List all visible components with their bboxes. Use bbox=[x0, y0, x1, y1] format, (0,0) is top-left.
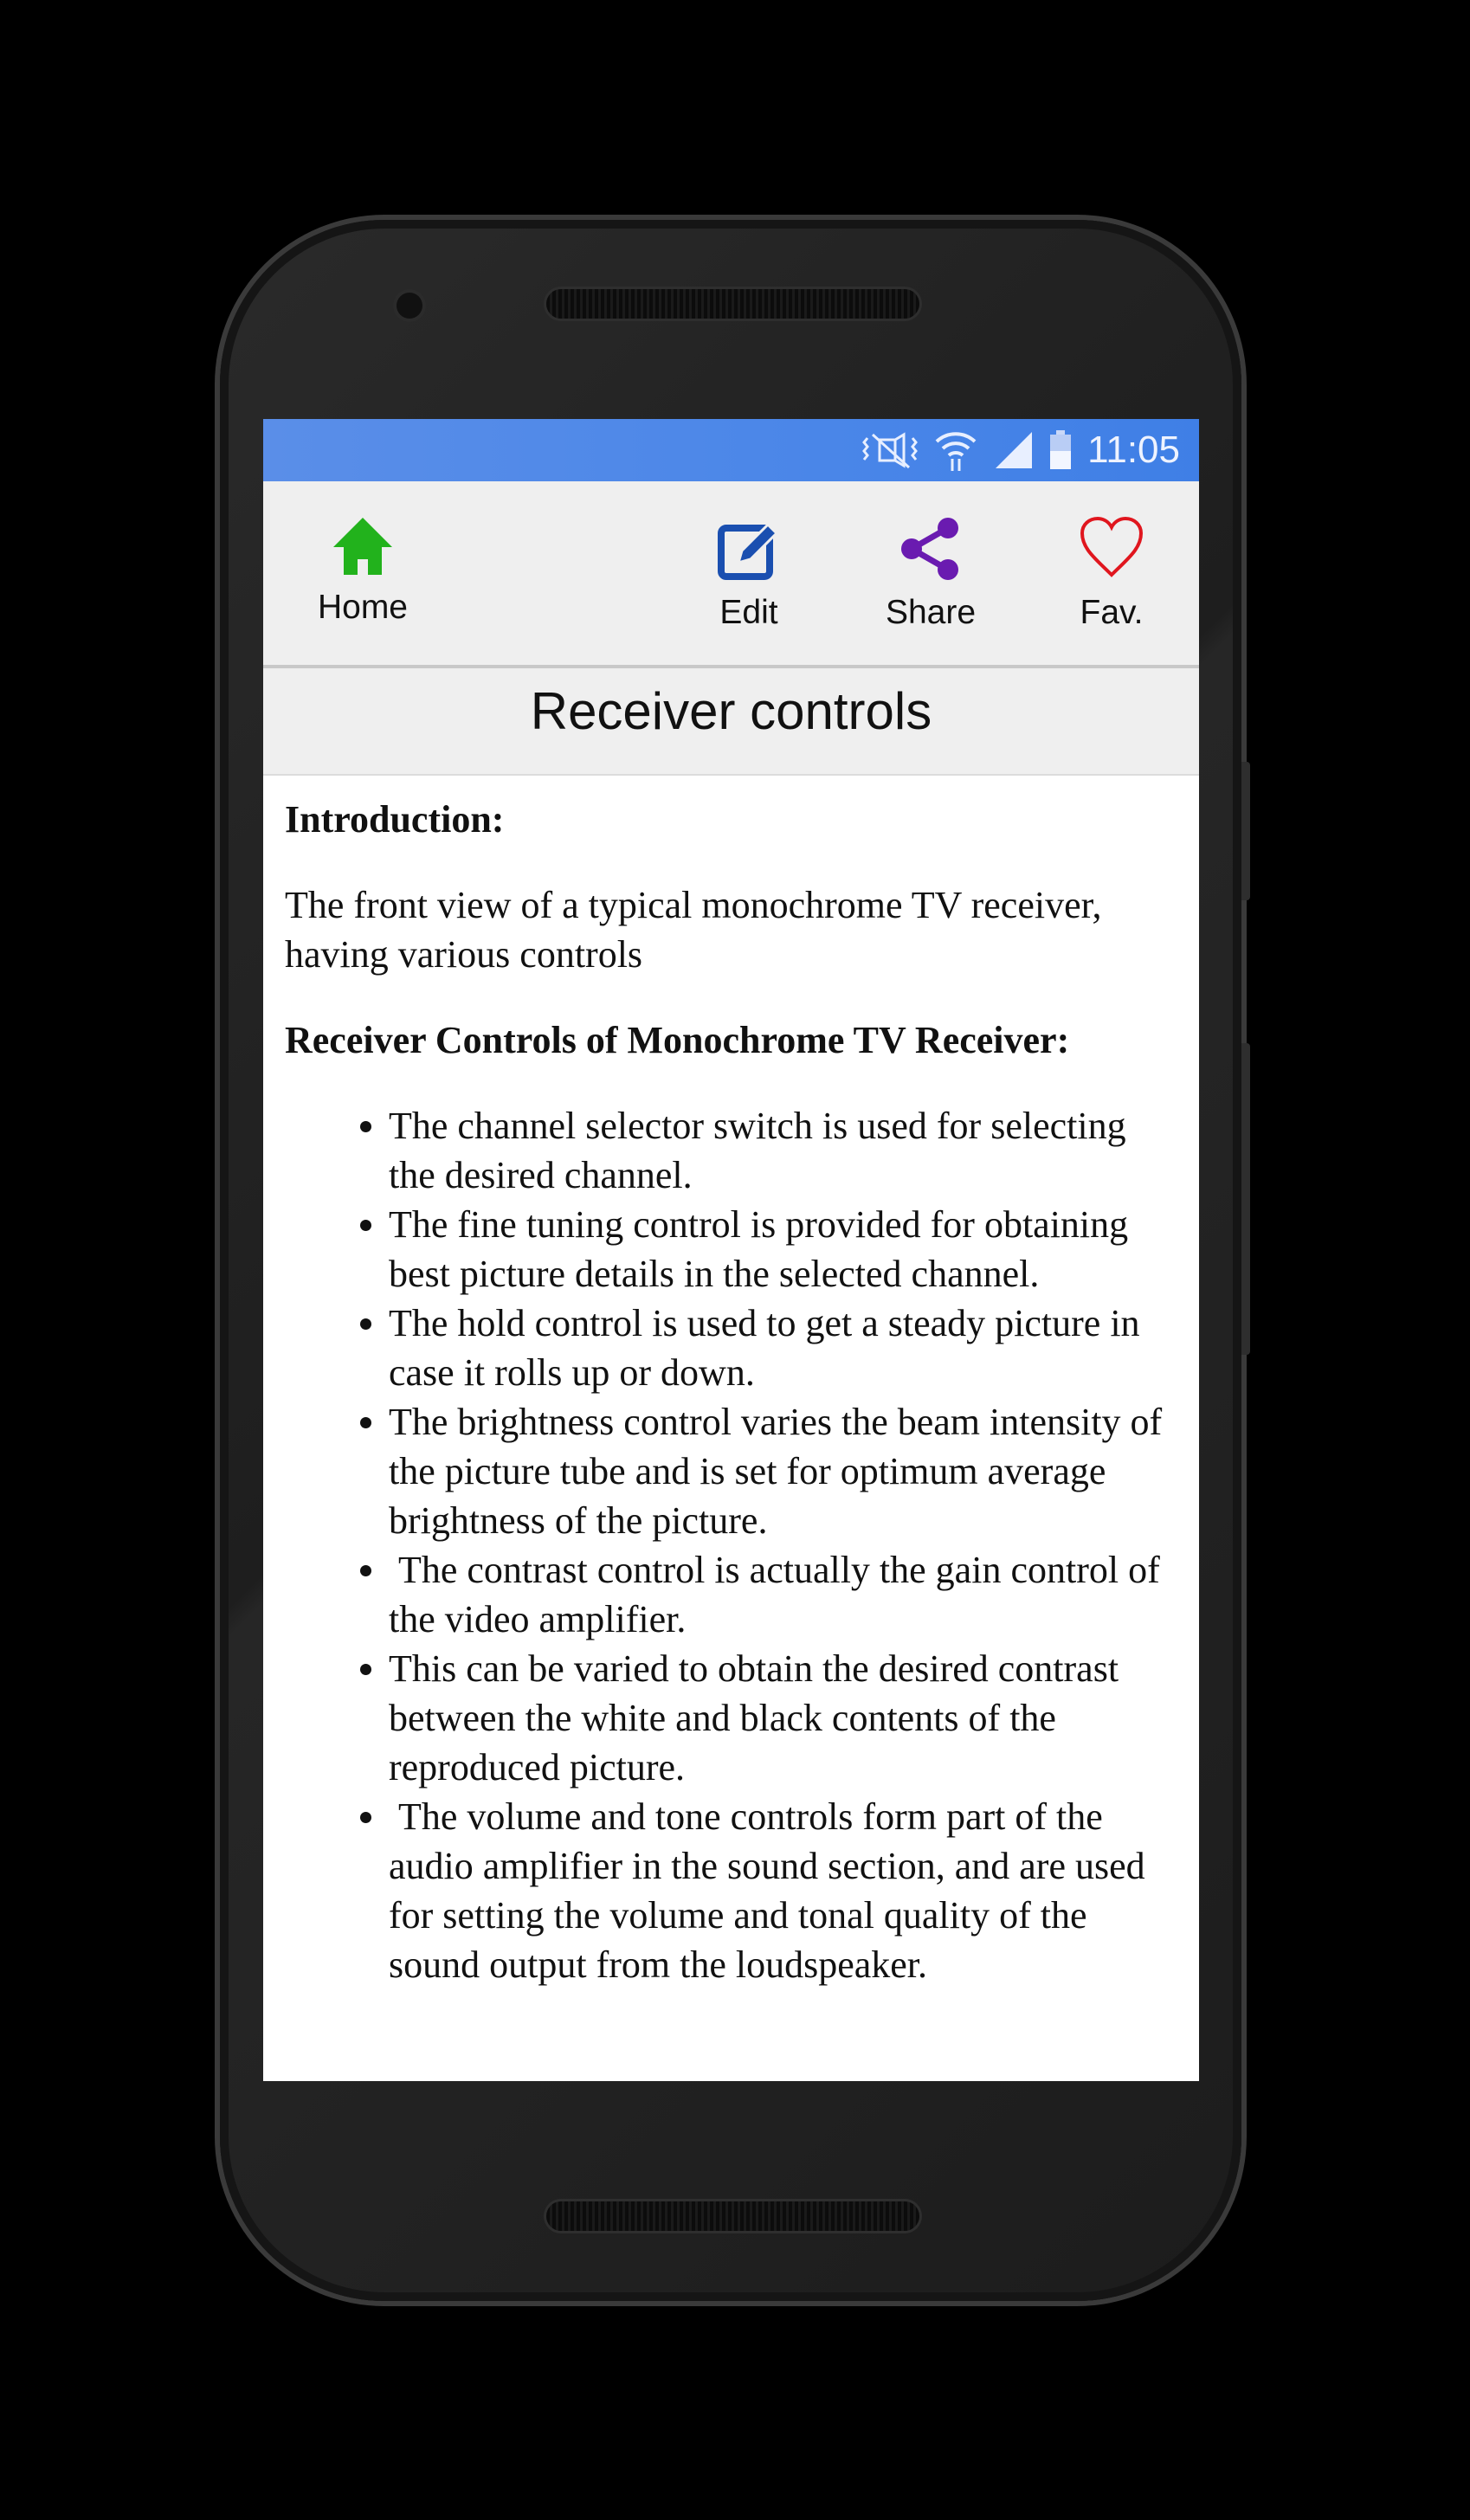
section-heading: Receiver Controls of Monochrome TV Receiver: bbox=[285, 1019, 1070, 1061]
list-item: • This can be varied to obtain the desired contrast between the white and black contents of the reproduced picture. bbox=[389, 1644, 1173, 1792]
earpiece-speaker bbox=[546, 289, 919, 319]
list-item: • The fine tuning control is provided for obtaining best picture details in the selected channel. bbox=[389, 1200, 1173, 1299]
edit-button[interactable] bbox=[680, 516, 818, 632]
home-button[interactable] bbox=[293, 516, 432, 627]
favorite-button[interactable] bbox=[1042, 516, 1181, 632]
volume-button[interactable] bbox=[1241, 1043, 1250, 1355]
title-bar bbox=[263, 668, 1199, 776]
toolbar bbox=[263, 481, 1199, 668]
share-icon bbox=[898, 516, 964, 582]
screen bbox=[263, 419, 1199, 2081]
power-button[interactable] bbox=[1241, 762, 1250, 900]
intro-heading: Introduction: bbox=[285, 798, 505, 841]
fav-label: Fav. bbox=[1080, 594, 1144, 631]
controls-list bbox=[285, 1101, 1173, 1989]
list-item: • The hold control is used to get a steady picture in case it rolls up or down. bbox=[389, 1299, 1173, 1397]
share-label: Share bbox=[885, 594, 977, 631]
bottom-speaker bbox=[546, 2201, 919, 2231]
vibrate-mute-icon bbox=[862, 431, 918, 469]
edit-icon bbox=[716, 516, 782, 582]
list-item: • The contrast control is actually the gain control of the video amplifier. bbox=[389, 1545, 1173, 1644]
wifi-icon bbox=[933, 428, 978, 473]
signal-icon bbox=[994, 430, 1034, 470]
front-camera bbox=[397, 293, 422, 319]
status-bar bbox=[263, 419, 1199, 481]
list-item: • The brightness control varies the beam intensity of the picture tube and is set for optimum average brightness of the picture. bbox=[389, 1397, 1173, 1545]
page-title: Receiver controls bbox=[530, 682, 932, 740]
battery-icon bbox=[1049, 430, 1072, 470]
edit-label: Edit bbox=[719, 594, 778, 631]
share-button[interactable] bbox=[861, 516, 1000, 632]
home-icon bbox=[330, 516, 396, 577]
intro-text: The front view of a typical monochrome TV receiver, having various controls bbox=[285, 884, 1102, 976]
article-content bbox=[263, 776, 1199, 1989]
list-item: • The volume and tone controls form part of the audio amplifier in the sound section, and are used for setting the volume and tonal quality of the sound output from the loudspeaker. bbox=[389, 1792, 1173, 1989]
clock: 11:05 bbox=[1087, 429, 1180, 471]
heart-icon bbox=[1079, 516, 1144, 578]
home-label: Home bbox=[317, 589, 409, 626]
list-item: • The channel selector switch is used for selecting the desired channel. bbox=[389, 1101, 1173, 1200]
